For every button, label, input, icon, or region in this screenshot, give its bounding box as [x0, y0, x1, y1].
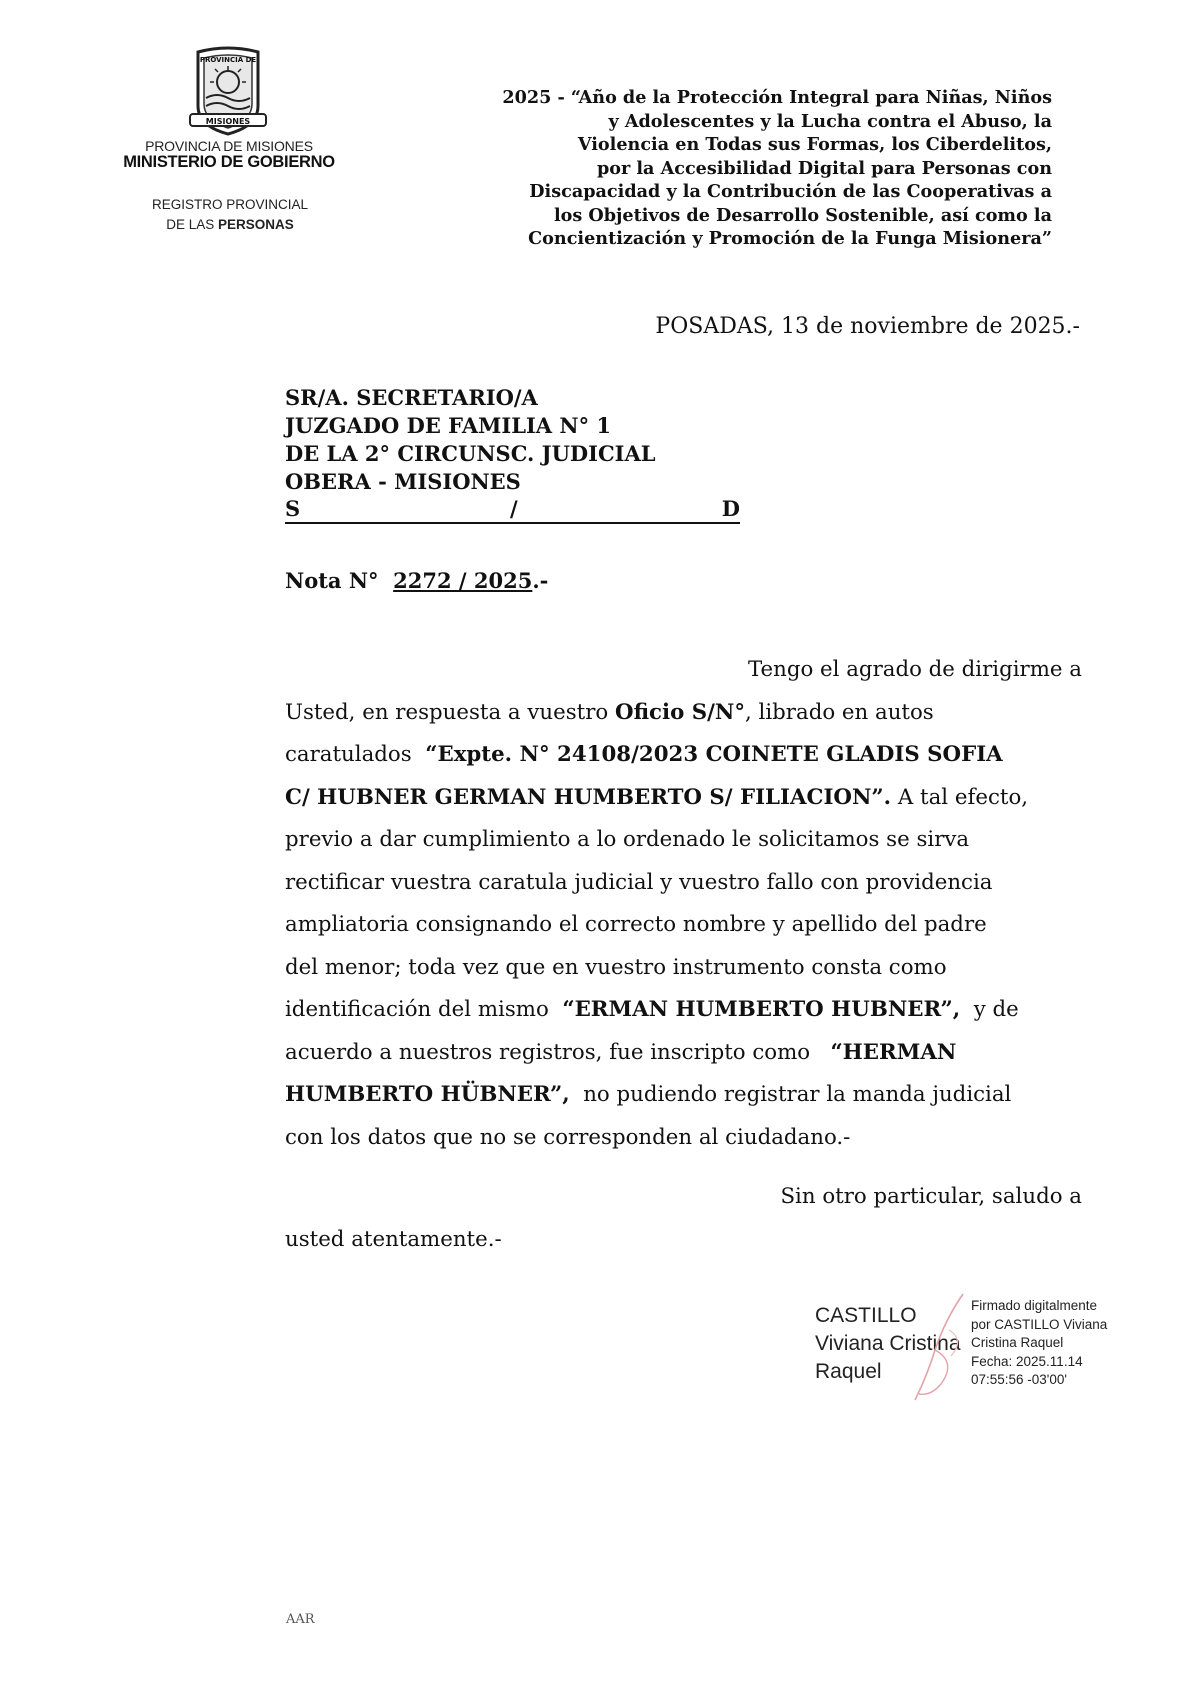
body-line: C/ HUBNER GERMAN HUMBERTO S/ FILIACION”. A tal efecto, [285, 784, 1029, 810]
provincia-de-misiones-crest-icon [184, 46, 272, 136]
body-line: ampliatoria consignando el correcto nombre y apellido del padre [285, 912, 987, 937]
signature-info-line: por CASTILLO Viviana [971, 1316, 1108, 1332]
sd-slash: / [510, 496, 518, 521]
nota-suffix: .- [532, 568, 549, 593]
motto-line: Discapacidad y la Contribución de las Cooperativas a [529, 181, 1052, 202]
motto-line: Violencia en Todas sus Formas, los Ciberdelitos, [577, 134, 1052, 155]
body-paragraph [285, 649, 1082, 1159]
closing-line: usted atentamente.- [285, 1226, 502, 1252]
closing-line: Sin otro particular, saludo a [780, 1184, 1082, 1209]
closing-paragraph [285, 1176, 1082, 1261]
recipient-line: JUZGADO DE FAMILIA N° 1 [285, 413, 612, 438]
motto-line: 2025 - “Año de la Protección Integral para Niñas, Niños [502, 87, 1052, 108]
sd-line [285, 496, 740, 524]
recipient-line: OBERA - MISIONES [285, 469, 521, 494]
digital-signature-mark-icon [905, 1290, 975, 1405]
sd-s: S [285, 496, 301, 521]
nota-label: Nota N° [285, 568, 379, 593]
body-line: con los datos que no se corresponden al ciudadano.- [285, 1124, 851, 1150]
body-line: rectificar vuestra caratula judicial y vuestro fallo con providencia [285, 869, 993, 895]
body-line: HUMBERTO HÜBNER”, no pudiendo registrar la manda judicial [285, 1082, 1012, 1107]
nota-value: 2272 / 2025 [393, 568, 533, 593]
registry-line-2-prefix: DE LAS [166, 217, 218, 232]
motto-line: y Adolescentes y la Lucha contra el Abuso, la [608, 110, 1052, 132]
registry-line-2-bold: PERSONAS [218, 217, 294, 232]
body-line: Usted, en respuesta a vuestro Oficio S/N°, librado en autos [285, 699, 934, 725]
registry-line-1: REGISTRO PROVINCIAL [151, 197, 309, 212]
signer-name-line: CASTILLO [815, 1304, 917, 1327]
body-line: caratulados “Expte. N° 24108/2023 COINETE GLADIS SOFIA [285, 742, 1003, 767]
motto-line: por la Accesibilidad Digital para Personas con [596, 157, 1052, 179]
digital-signature-info [971, 1297, 1107, 1390]
year-motto [440, 86, 1052, 251]
body-line: previo a dar cumplimiento a lo ordenado le solicitamos se sirva [285, 827, 970, 852]
body-line: del menor; toda vez que en vuestro instrumento consta como [285, 954, 947, 980]
province-name: PROVINCIA DE MISIONES [145, 138, 313, 154]
body-line: acuerdo a nuestros registros, fue inscripto como “HERMAN [285, 1039, 957, 1065]
recipient-line: SR/A. SECRETARIO/A [285, 385, 538, 410]
signature-info-line: Fecha: 2025.11.14 [971, 1353, 1083, 1369]
signer-name-line: Viviana Cristina [815, 1332, 961, 1355]
sd-d: D [721, 496, 740, 521]
signer-name-line: Raquel [815, 1360, 882, 1383]
author-initials: AAR [286, 1612, 315, 1627]
crest-text-bottom: MISIONES [205, 117, 251, 126]
signature-info-line: 07:55:56 -03'00' [971, 1372, 1067, 1387]
recipient-line: DE LA 2° CIRCUNSC. JUDICIAL [285, 441, 656, 466]
document-date: POSADAS, 13 de noviembre de 2025.- [655, 314, 1080, 339]
body-line: identificación del mismo “ERMAN HUMBERTO HUBNER”, y de [285, 997, 1019, 1022]
registry-line-2 [130, 217, 330, 232]
ministry-name: MINISTERIO DE GOBIERNO [123, 153, 335, 171]
signature-info-line: Cristina Raquel [971, 1335, 1064, 1350]
signature-info-line: Firmado digitalmente [971, 1298, 1098, 1313]
recipient-block [285, 384, 656, 496]
motto-line: Concientización y Promoción de la Funga Misionera” [528, 228, 1052, 249]
nota-number [285, 568, 548, 593]
crest-text-top: PROVINCIA DE [199, 56, 257, 64]
motto-line: los Objetivos de Desarrollo Sostenible, así como la [553, 204, 1052, 226]
body-line: Tengo el agrado de dirigirme a [747, 657, 1082, 682]
